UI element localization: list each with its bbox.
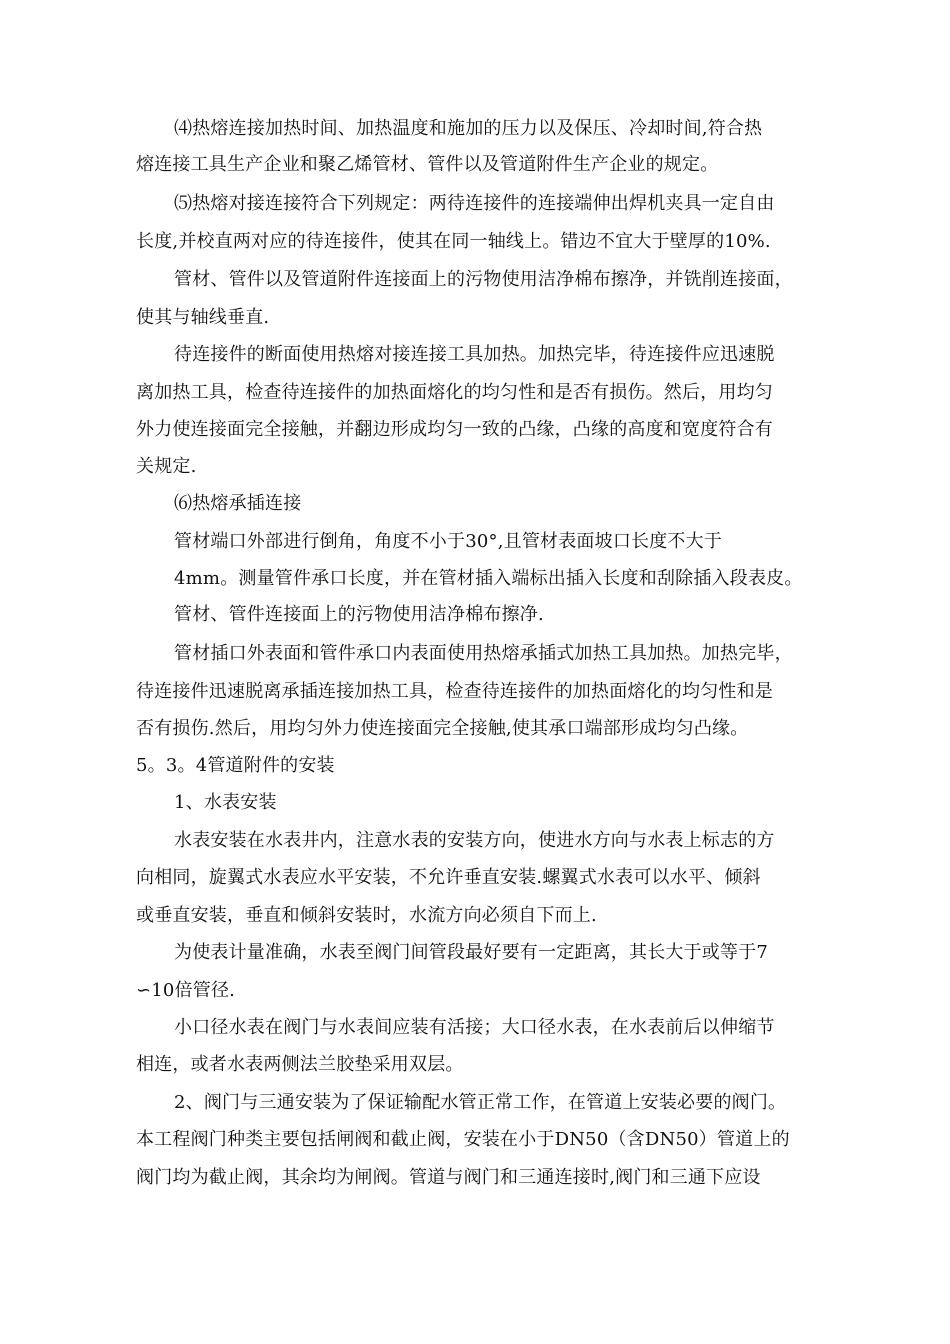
text-line: 长度,并校直两对应的待连接件，使其在同一轴线上。错边不宜大于壁厚的10%. xyxy=(136,231,771,252)
text-line: ⑸热熔对接连接符合下列规定：两待连接件的连接端伸出焊机夹具一定自由 xyxy=(174,193,775,214)
text-line: 水表安装在水表井内，注意水表的安装方向，使进水方向与水表上标志的方 xyxy=(174,830,775,851)
text-line: ⑹热熔承插连接 xyxy=(174,493,302,514)
text-line: 待连接件迅速脱离承插连接加热工具，检查待连接件的加热面熔化的均匀性和是 xyxy=(136,681,773,702)
text-line: 外力使连接面完全接触，并翻边形成均匀一致的凸缘，凸缘的高度和宽度符合有 xyxy=(136,419,773,440)
text-line: 小口径水表在阀门与水表间应装有活接；大口径水表，在水表前后以伸缩节 xyxy=(174,1017,775,1038)
text-line: 否有损伤.然后，用均匀外力使连接面完全接触,使其承口端部形成均匀凸缘。 xyxy=(136,718,749,739)
text-line: 2、阀门与三通安装为了保证输配水管正常工作，在管道上安装必要的阀门。 xyxy=(174,1092,787,1113)
text-line: ∽10倍管径. xyxy=(136,980,236,1001)
text-line: 本工程阀门种类主要包括闸阀和截止阀，安装在小于DN50（含DN50）管道上的 xyxy=(136,1129,790,1150)
text-line: 阀门均为截止阀，其余均为闸阀。管道与阀门和三通连接时,阀门和三通下应设 xyxy=(136,1167,761,1188)
text-line: 离加热工具，检查待连接件的加热面熔化的均匀性和是否有损伤。然后，用均匀 xyxy=(136,382,773,403)
text-line: 使其与轴线垂直. xyxy=(136,307,270,328)
subsection-heading: 1、水表安装 xyxy=(174,792,277,813)
text-line: 管材插口外表面和管件承口内表面使用热熔承插式加热工具加热。加热完毕， xyxy=(174,643,793,664)
text-line: 关规定. xyxy=(136,456,197,477)
text-line: ⑷热熔连接加热时间、加热温度和施加的压力以及保压、冷却时间,符合热 xyxy=(174,118,763,139)
text-line: 相连，或者水表两侧法兰胶垫采用双层。 xyxy=(136,1054,464,1075)
text-line: 熔连接工具生产企业和聚乙烯管材、管件以及管道附件生产企业的规定。 xyxy=(136,154,719,175)
text-line: 管材、管件以及管道附件连接面上的污物使用洁净棉布擦净，并铣削连接面， xyxy=(174,269,793,290)
text-line: 为使表计量准确，水表至阀门间管段最好要有一定距离，其长大于或等于7 xyxy=(174,942,769,963)
text-line: 或垂直安装，垂直和倾斜安装时，水流方向必须自下而上. xyxy=(136,905,597,926)
text-line: 向相同，旋翼式水表应水平安装，不允许垂直安装.螺翼式水表可以水平、倾斜 xyxy=(136,867,761,888)
text-line: 待连接件的断面使用热熔对接连接工具加热。加热完毕，待连接件应迅速脱 xyxy=(174,344,775,365)
section-heading: 5。3。4管道附件的安装 xyxy=(136,755,335,776)
text-line: 4mm。测量管件承口长度，并在管材插入端标出插入长度和刮除插入段表皮。 xyxy=(174,568,803,589)
text-line: 管材、管件连接面上的污物使用洁净棉布擦净. xyxy=(174,604,544,625)
text-line: 管材端口外部进行倒角，角度不小于30°,且管材表面坡口长度不大于 xyxy=(174,531,723,552)
